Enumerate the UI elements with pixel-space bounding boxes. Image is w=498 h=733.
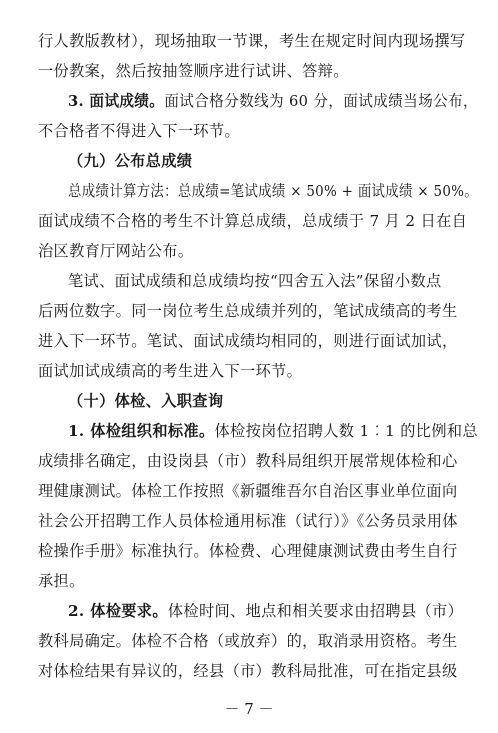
- body-line: 总成绩计算方法：总成绩=笔试成绩 × 50% + 面试成绩 × 50%。: [68, 182, 478, 200]
- subheading-line: 1. 体检组织和标准。体检按岗位招聘人数 1︰1 的比例和总: [68, 422, 478, 440]
- body-line: 检操作手册》标准执行。体检费、心理健康测试费由考生自行: [38, 542, 458, 560]
- body-line: 对体检结果有异议的，经县（市）教科局批准，可在指定县级: [38, 662, 458, 680]
- body-line: 进入下一环节。笔试、面试成绩均相同的，则进行面试加试，: [38, 332, 458, 350]
- subheading-line: 3. 面试成绩。面试合格分数线为 60 分，面试成绩当场公布，: [68, 92, 478, 110]
- body-line: 一份教案，然后按抽签顺序进行试讲、答辩。: [38, 62, 349, 80]
- body-line: 行人教版教材），现场抽取一节课，考生在规定时间内现场撰写: [38, 32, 466, 50]
- body-line: 社会公开招聘工作人员体检通用标准（试行）》《公务员录用体: [38, 512, 458, 530]
- body-line: 后两位数字。同一岗位考生总成绩并列的，笔试成绩高的考生: [38, 302, 458, 320]
- body-line: 面试加试成绩高的考生进入下一环节。: [38, 362, 303, 380]
- body-line: 理健康测试。体检工作按照《新疆维吾尔自治区事业单位面向: [38, 482, 458, 500]
- body-line: 笔试、面试成绩和总成绩均按“四舍五入法”保留小数点: [68, 272, 442, 290]
- numbered-heading: 1. 体检组织和标准。: [68, 422, 215, 440]
- body-line: 面试成绩不合格的考生不计算总成绩，总成绩于 7 月 2 日在自: [38, 212, 468, 230]
- body-line: 不合格者不得进入下一环节。: [38, 122, 240, 140]
- body-line: 教科局确定。体检不合格（或放弃）的，取消录用资格。考生: [38, 632, 458, 650]
- numbered-heading: 2. 体检要求。: [68, 602, 168, 620]
- subheading-line: 2. 体检要求。体检时间、地点和相关要求由招聘县（市）: [68, 602, 464, 620]
- body-line: 承担。: [38, 572, 85, 590]
- numbered-heading: 3. 面试成绩。: [68, 92, 165, 110]
- body-line: 治区教育厅网站公布。: [38, 242, 194, 260]
- section-heading: （九）公布总成绩: [68, 152, 193, 170]
- section-heading: （十）体检、入职查询: [68, 392, 224, 410]
- body-line: 成绩排名确定，由设岗县（市）教科局组织开展常规体检和心: [38, 452, 458, 470]
- page-number: － 7 －: [224, 700, 274, 718]
